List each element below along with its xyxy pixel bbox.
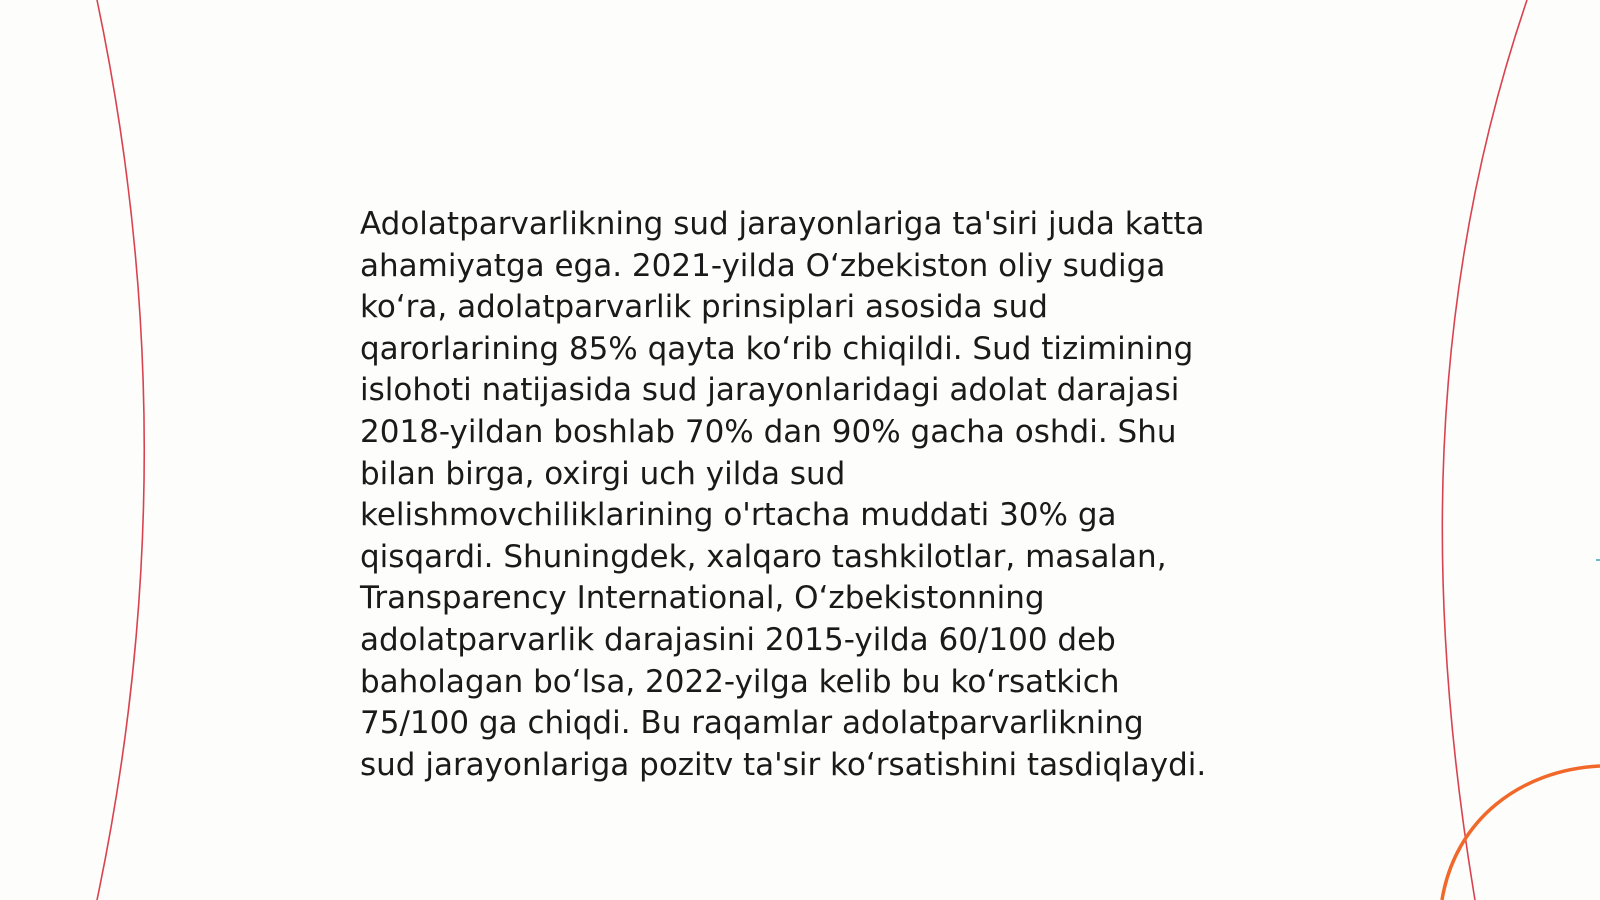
orange-arc <box>1442 766 1600 900</box>
right-curve-line <box>1442 0 1527 900</box>
body-paragraph: Adolatparvarlikning sud jarayonlariga ta'siri juda katta ahamiyatga ega. 2021-yilda O‘zbekiston oliy sudiga ko‘ra, adolatparvarlik prinsiplari asosida sud qarorlarining 85% qayta ko‘rib chiqildi. Sud tizimining islohoti natijasida sud jarayonlaridagi adolat darajasi 2018-yildan boshlab 70% dan 90% gacha oshdi. Shu bilan birga, oxirgi uch yilda sud kelishmovchiliklarining o'rtacha muddati 30% ga qisqardi. Shuningdek, xalqaro tashkilotlar, masalan, Transparency International, O‘zbekistonning adolatparvarlik darajasini 2015-yilda 60/100 deb baholagan bo‘lsa, 2022-yilga kelib bu ko‘rsatkich 75/100 ga chiqdi. Bu raqamlar adolatparvarlikning sud jarayonlariga pozitv ta'sir ko‘rsatishini tasdiqlaydi. <box>360 206 1207 783</box>
text-content <box>360 204 1260 786</box>
left-curve-line <box>97 0 144 900</box>
